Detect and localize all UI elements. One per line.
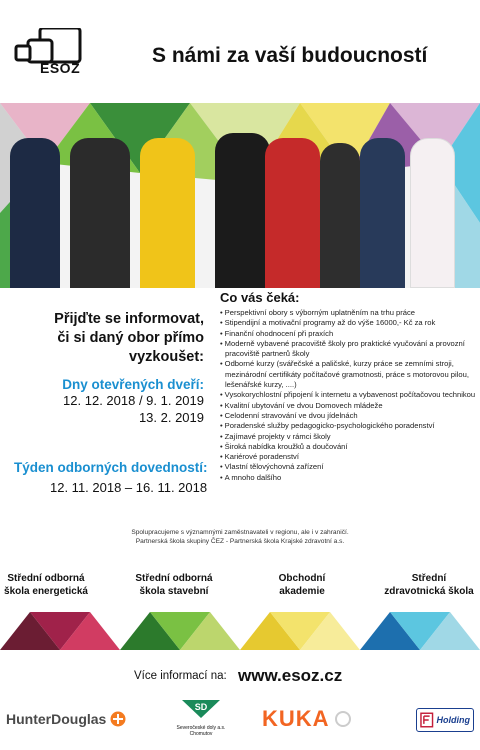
kuka-circle-icon: [334, 710, 352, 728]
benefits-block: [220, 290, 478, 483]
person-technician-2: [265, 138, 320, 288]
open-days-line-2: 13. 2. 2019: [138, 410, 204, 425]
school-energy: [4, 572, 88, 598]
more-info-label: Více informací na:: [134, 670, 227, 682]
list-item: • Kariérové poradenství: [220, 452, 478, 462]
school-health: [380, 572, 478, 598]
sd-logo-text: SD: [194, 702, 208, 712]
sd-name: Severočeské doly a.s.: [176, 725, 226, 731]
school-business: [262, 572, 342, 598]
skills-week-dates: 12. 11. 2018 – 16. 11. 2018: [50, 480, 208, 495]
cooperation-line-2: Partnerská škola skupiny ČEZ - Partnerská škola Krajské zdravotní a.s.: [135, 538, 345, 545]
person-worker: [140, 138, 195, 288]
school-name-line: škola energetická: [4, 586, 88, 597]
website-link[interactable]: www.esoz.cz: [238, 666, 343, 685]
list-item: • Finanční ohodnocení při praxích: [220, 329, 478, 339]
cta-line-1: Přijďte se informovat,: [54, 311, 204, 327]
cta-line-2: či si daný obor přímo: [57, 330, 204, 346]
school-name-line: Obchodní: [278, 573, 326, 584]
open-days-line-1: 12. 12. 2018 / 9. 1. 2019: [63, 393, 204, 408]
holding-logo-icon: [420, 712, 434, 728]
person-woman-red-hair: [320, 143, 360, 288]
school-name-line: zdravotnická škola: [384, 586, 474, 597]
list-item: • Celodenní stravování ve dvou jídelnách: [220, 411, 478, 421]
sd-city: Chomutov: [189, 731, 213, 737]
list-item: • Kvalitní ubytování ve dvou Domovech mládeže: [220, 401, 478, 411]
list-item: • A mnoho dalšího: [220, 473, 478, 483]
cooperation-note: [0, 528, 480, 546]
list-item: • Perspektivní obory s výborným uplatněním na trhu práce: [220, 308, 478, 318]
sponsor-holding: [416, 708, 474, 732]
left-info: [0, 310, 216, 426]
header: [0, 0, 480, 100]
sponsor-hunterdouglas: [6, 711, 126, 727]
person-police: [10, 138, 60, 288]
hunterdouglas-icon: [110, 711, 126, 727]
list-item: • Zajímavé projekty v rámci školy: [220, 432, 478, 442]
open-days-title: Dny otevřených dveří:: [62, 377, 204, 392]
kuka-logo-text: KUKA: [262, 706, 330, 731]
list-item: • Odborné kurzy (svářečské a paličské, kurzy práce se zemními stroji, mezinárodní certifikáty počítačové gramotnosti, práce s motorovou pilou, lešenářské kurzy, ....): [220, 359, 478, 390]
skills-week-title: Týden odborných dovedností:: [14, 460, 208, 475]
schools-row: [0, 572, 480, 612]
headline: S námi za vaší budoucností: [152, 44, 428, 67]
sd-logo-icon: [178, 698, 224, 720]
holding-logo-text: Holding: [436, 715, 470, 725]
benefits-list: [220, 308, 478, 483]
decorative-triangles: [0, 612, 480, 650]
list-item: • Poradenské služby pedagogicko-psychologického poradenství: [220, 421, 478, 431]
school-name-line: akademie: [279, 586, 325, 597]
cta-line-3: vyzkoušet:: [129, 349, 204, 365]
benefits-title: Co vás čeká:: [220, 290, 300, 305]
school-construction: [126, 572, 222, 598]
person-firefighter: [70, 138, 130, 288]
logo-text: ESOZ: [40, 60, 81, 76]
list-item: • Vysokorychlostní připojení k internetu a vybavenost počítačovou technikou: [220, 390, 478, 400]
people-banner: [0, 103, 480, 288]
person-nurse: [410, 138, 455, 288]
school-name-line: Střední odborná: [7, 573, 85, 584]
hunterdouglas-logo-text: HunterDouglas: [6, 711, 107, 727]
list-item: • Vlastní tělovýchovná zařízení: [220, 462, 478, 472]
school-name-line: Střední odborná: [135, 573, 213, 584]
sponsor-severoceske-doly: [168, 698, 234, 737]
list-item: • Stipendijní a motivační programy až do výše 16000,- Kč za rok: [220, 318, 478, 328]
sponsor-kuka: [262, 706, 352, 732]
school-name-line: Střední: [411, 573, 447, 584]
person-businessman: [360, 138, 405, 288]
list-item: • Moderně vybavené pracoviště školy pro praktické vyučování a provozní pracoviště partnerů školy: [220, 339, 478, 360]
list-item: • Široká nabídka kroužků a doučování: [220, 442, 478, 452]
person-technician-1: [215, 133, 270, 288]
cooperation-line-1: Spolupracujeme s významnými zaměstnavateli v regionu, ale i v zahraničí.: [131, 529, 349, 536]
school-name-line: škola stavební: [139, 586, 209, 597]
